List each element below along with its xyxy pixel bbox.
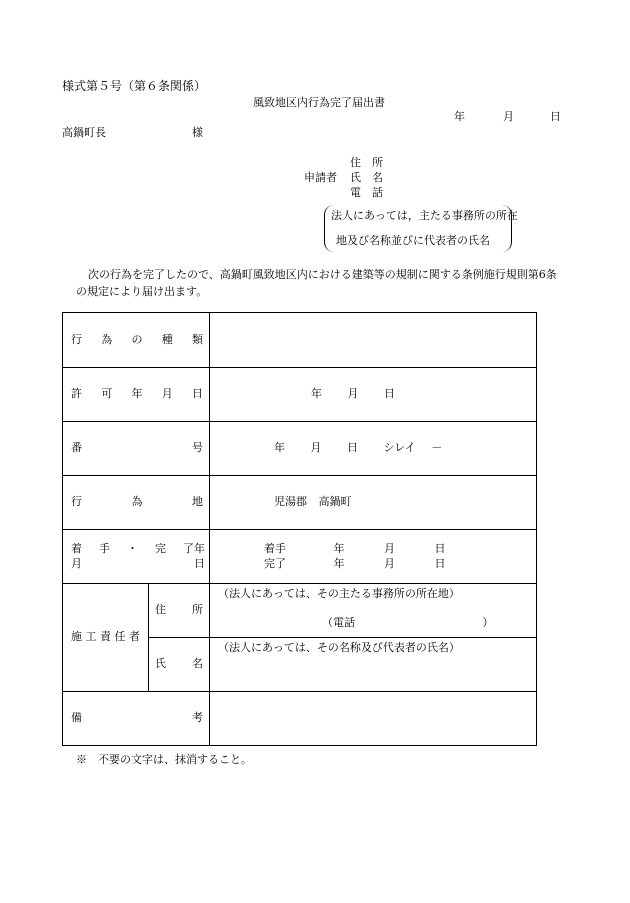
addressee-honorific: 様 — [192, 126, 203, 139]
label-char: 住 — [155, 603, 166, 617]
label-char: 為 — [131, 495, 143, 509]
kind-label-cell — [63, 313, 210, 368]
footnote: ※ 不要の文字は、抹消すること。 — [76, 753, 252, 766]
remarks-value-cell[interactable] — [210, 692, 537, 746]
site-town: 高鍋町 — [318, 495, 352, 509]
label-char: 着 — [71, 542, 82, 556]
permit-month: 月 — [347, 387, 359, 401]
period-value-cell[interactable] — [210, 530, 537, 584]
date-month: 月 — [503, 110, 514, 123]
label-char: 許 — [71, 387, 82, 401]
permit-value-cell[interactable] — [210, 368, 537, 422]
table-row — [63, 584, 537, 638]
label-char: 日 — [194, 556, 205, 570]
applicant-address-label: 住 所 — [350, 156, 383, 169]
body-text-line-2: の規定により届け出ます。 — [76, 285, 208, 298]
number-year: 年 — [274, 441, 285, 455]
table-row — [63, 530, 537, 584]
permit-day: 日 — [384, 387, 395, 401]
body-text-line-1: 次の行為を完了したので、高鍋町風致地区内における建築等の規制に関する条例施行規則第6条 — [88, 268, 557, 281]
notification-table — [62, 312, 537, 746]
number-day: 日 — [347, 441, 358, 455]
form-number: 様式第５号（第６条関係） — [62, 79, 207, 93]
phone-open: （電話 — [322, 616, 355, 630]
number-dash: － — [431, 441, 443, 455]
manager-address-label-cell — [149, 584, 210, 638]
start-month: 月 — [384, 542, 395, 556]
label-char: 番 — [71, 441, 82, 455]
corporate-note-line-1: 法人にあっては，主たる事務所の所在 — [331, 209, 518, 222]
number-label-cell — [63, 422, 210, 476]
end-month: 月 — [384, 556, 395, 570]
label-char: 氏 — [155, 657, 166, 671]
phone-close: ） — [482, 616, 494, 630]
remarks-label-cell — [63, 692, 210, 746]
end-year: 年 — [333, 556, 345, 570]
permit-label-cell — [63, 368, 210, 422]
label-char: 日 — [192, 387, 203, 401]
table-row — [63, 313, 537, 368]
label-char: 考 — [192, 711, 203, 725]
label-char: 名 — [192, 657, 203, 671]
site-value-cell[interactable] — [210, 476, 537, 530]
table-row — [63, 368, 537, 422]
label-char: の — [131, 332, 143, 346]
document-title: 風致地区内行為完了届出書 — [253, 96, 385, 109]
label-char: 類 — [192, 332, 203, 346]
start-day: 日 — [434, 542, 446, 556]
manager-name-value-cell[interactable] — [210, 638, 537, 692]
kind-value-cell[interactable] — [210, 313, 537, 368]
applicant-label: 申請者 — [304, 171, 337, 184]
applicant-name-label: 氏 名 — [350, 171, 383, 184]
number-value-cell[interactable] — [210, 422, 537, 476]
label-char: 種 — [161, 332, 173, 346]
label-char: 行 — [71, 495, 82, 509]
label-char: 可 — [101, 387, 113, 401]
date-day: 日 — [550, 110, 561, 123]
site-label-cell — [63, 476, 210, 530]
label-char: 月 — [161, 387, 173, 401]
label-char: 完 — [155, 542, 166, 556]
address-note: （法人にあっては、その主たる事務所の所在地） — [218, 587, 460, 600]
table-row — [63, 422, 537, 476]
label-char: 為 — [101, 332, 113, 346]
label-char: 地 — [192, 495, 203, 509]
manager-label: 施 工 責 任 者 — [71, 630, 140, 644]
manager-label-cell — [63, 584, 149, 692]
end-day: 日 — [434, 556, 446, 570]
period-label-cell — [63, 530, 210, 584]
manager-address-value-cell[interactable] — [210, 584, 537, 638]
label-char: 了年 — [183, 542, 205, 556]
applicant-phone-label: 電 話 — [350, 186, 383, 199]
label-char: 手 — [99, 542, 110, 556]
number-prefix: シレイ — [383, 441, 416, 455]
date-year: 年 — [454, 110, 465, 123]
start-label: 着手 — [264, 542, 286, 556]
permit-year: 年 — [311, 387, 322, 401]
table-row — [63, 692, 537, 746]
table-row — [63, 476, 537, 530]
label-char: 年 — [131, 387, 143, 401]
label-char: ・ — [127, 542, 138, 556]
manager-name-label-cell — [149, 638, 210, 692]
number-month: 月 — [310, 441, 322, 455]
label-char: 行 — [71, 332, 82, 346]
label-char: 所 — [192, 603, 203, 617]
label-char: 備 — [71, 711, 82, 725]
site-district: 児湯郡 — [274, 495, 307, 509]
start-year: 年 — [333, 542, 345, 556]
end-label: 完了 — [264, 556, 286, 570]
corporate-note-line-2: 地及び名称並びに代表者の氏名 — [336, 234, 490, 247]
name-note: （法人にあっては、その名称及び代表者の氏名） — [218, 641, 460, 654]
addressee: 高鍋町長 — [62, 126, 106, 139]
label-char: 号 — [192, 441, 203, 455]
label-char: 月 — [71, 556, 82, 570]
